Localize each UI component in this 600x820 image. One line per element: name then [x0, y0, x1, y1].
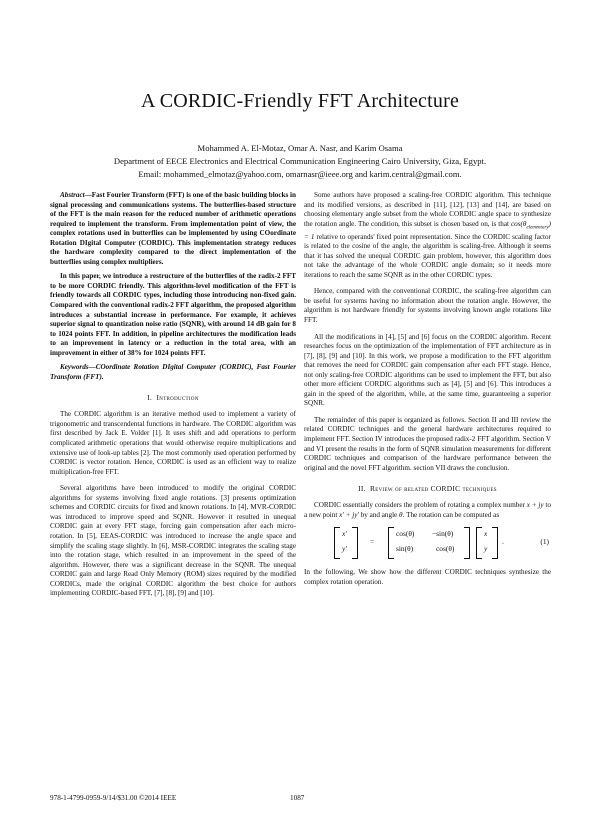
page-number: 1087	[290, 794, 305, 802]
p3-text-b: relative to operands' fixed point representation. Since the CORDIC scaling factor is related to the cosine of the angle, the algorithm is scaling-free. Although it seems that it has solved the unequal CORDIC gain problem, however, this algorithm does not take the advantage of the whole CORDIC angle domain; so it needs more iterations to reach the same SQNR as in the other CORDIC types.	[304, 232, 551, 279]
section-heading-review	[304, 484, 551, 493]
bracket-left	[476, 527, 482, 559]
equation-1	[304, 526, 551, 562]
section-heading-introduction	[50, 393, 296, 402]
bracket-left	[388, 527, 394, 559]
section-title: Introduction	[156, 393, 199, 403]
intro-paragraph-6: The remainder of this paper is organized as follows. Section II and III review the related CORDIC techniques and the general hardware architectures required to implement FFT. Section IV introduces the proposed radix-2 FFT algorithm. Section V and VI present the results in the form of SQNR simulation measurements for different CORDIC techniques and comparison of the hardware performance between the original and the novel FFT algorithm. section VII draws the conclusion.	[304, 415, 551, 472]
left-column	[50, 191, 296, 599]
keywords-lead: Keywords	[60, 363, 89, 372]
eq-lhs-top: x′	[342, 529, 347, 539]
review-math-3: θ	[399, 510, 403, 519]
eq-m11: cos(θ)	[396, 529, 415, 539]
eq-lhs-bot: y′	[342, 544, 347, 554]
author-list: Mohammed A. El-Motaz, Omar A. Nasr, and Karim Osama	[197, 143, 403, 153]
section-title: Review of related CORDIC techniques	[370, 484, 497, 494]
intro-paragraph-4: Hence, compared with the conventional CORDIC, the scaling-free algorithm can be useful for systems having no information about the rotation angle. However, the algorithm is not hardware friendly for systems involving known angle rotations like FFT.	[304, 287, 551, 324]
eq-m22: cos(θ)	[436, 544, 455, 554]
intro-paragraph-3	[304, 191, 551, 280]
p3-math-1: cos(θ	[510, 219, 527, 228]
equation-number: (1)	[540, 537, 549, 547]
p3-text-a: Some authors have proposed a scaling-free CORDIC algorithm. This technique and its modified versions, as described in [11], [12], [13] and [14], are based on choosing elementary angle subset from the whole CORDIC angle space to synthesize the rotation angle. The condition, this subset is chosen based on, is that	[304, 191, 551, 228]
review-paragraph-1	[304, 501, 551, 520]
eq-rhs-bot: y	[484, 544, 488, 554]
eq-period: .	[502, 537, 504, 547]
abstract-lead: Abstract	[60, 191, 85, 199]
intro-paragraph-5: All the modifications in [4], [5] and [6] focus on the CORDIC algorithm. Recent researches focus on the optimization of the implementation of FFT architecture as in [7], [8], [9] and [10]. In this work, we propose a modification to the FFT algorithm that removes the need for CORDIC gain compensation after each FFT stage. Hence, not only scaling-free CORDIC algorithms can be used to implement the FFT, but also other more efficient CORDIC algorithms such as [4], [5] and [6]. This introduces a gain in the speed of the algorithm, while, at the same time, guaranteeing a superior SQNR.	[304, 332, 551, 408]
keywords	[50, 363, 296, 382]
bracket-right	[464, 527, 470, 559]
copyright-footer: 978-1-4799-0959-9/14/$31.00 ©2014 IEEE	[50, 794, 177, 802]
abstract-text-1: —Fast Fourier Transform (FFT) is one of the basic building blocks in signal processing and communications systems. The butterflies-based structure of the FFT is the main reason for the reduced number of arithmetic operations required to implement the transform. From implementation point of view, the complex rotations used in butterflies can be implemented by using COordinate Rotation DIgital Computer (CORDIC). This implementation strategy reduces the hardware complexity compared to the direct implementation of the butterflies using complex multipliers.	[50, 191, 296, 266]
intro-paragraph-2: Several algorithms have been introduced to modify the original CORDIC algorithms for systems involving fixed angle rotations. [3] presents optimization schemes and CORDIC circuits for fixed and known rotations. In [4], MVR-CORDIC was introduced to improve speed and SQNR. However it resulted in unequal CORDIC gain at every FFT stage, forcing gain compensation after each micro-rotation. In [5], EEAS-CORDIC was introduced to increase the angle space and simplify the scaling stage slightly. In [6], MSR-CORDIC integrates the scaling stage into the rotation stage, which resulted in an improvement in the speed of the algorithm. However, there was a significant decrease in the SQNR. The unequal CORDIC gain and large Read Only Memory (ROM) sizes required by the modified CORDICs, made the original CORDIC algorithm the best choice for authors implementing CORDIC-based FFT, [7], [8], [9] and [10].	[50, 484, 296, 598]
paper-title: A CORDIC-Friendly FFT Architecture	[140, 90, 460, 112]
eq-rhs-top: x	[484, 529, 488, 539]
bracket-right	[492, 527, 498, 559]
right-column	[304, 191, 551, 587]
review-text-a: CORDIC essentially considers the problem of rotating a complex number	[314, 501, 527, 510]
abstract-paragraph-2: In this paper, we introduce a restructure of the butterflies of the radix-2 FFT to be more CORDIC friendly. This algorithm-level modification of the FFT is friendly towards all CORDIC types, including those introducing non-fixed gain. Compared with the conventional radix-2 FFT algorithm, the proposed algorithm introduces a substantial increase in performance. For example, it achieves superior signal to quantization noise ratio (SQNR), with around 14 dB gain for 8 to 1024 points FFT. In addition, in pipeline architectures the modification leads to an improvement in latency or a reduction in the total area, with an improvement in either of 38% for 1024 points FFT.	[50, 272, 296, 357]
review-text-c: by and angle	[358, 510, 400, 519]
review-paragraph-2: In the following, We show how the different CORDIC techniques synthesize the complex rotation operation.	[304, 568, 551, 586]
review-math-2: x′ + jy′	[339, 510, 359, 519]
bracket-right	[352, 527, 358, 559]
review-math-1: x + jy	[526, 501, 544, 510]
eq-equals: =	[370, 537, 375, 547]
p3-math-sub: elementary	[526, 225, 549, 231]
abstract-paragraph-1	[50, 191, 296, 267]
bracket-left	[334, 527, 340, 559]
email-line: Email: mohammed_elmotaz@yahoo.com, omarnasr@ieee.org and karim.central@gmail.com.	[138, 169, 462, 179]
eq-m12: −sin(θ)	[432, 529, 454, 539]
intro-paragraph-1: The CORDIC algorithm is an iterative method used to implement a variety of trigonometric and transcendental functions in hardware. The CORDIC algorithm was first described by Jack E. Volder [1]. It uses shift and add operations to perform complicated arithmetic operations that would otherwise require multiplications and extensive use of look-up tables [2]. The most commonly used operation performed by CORDIC is vector rotation. Hence, CORDIC is used as an efficient way to realize multiplication-free FFT.	[50, 410, 296, 476]
review-text-b: to a new point	[304, 501, 551, 519]
affiliation: Department of EECE Electronics and Electrical Communication Engineering Cairo University, Giza, Egypt.	[113, 156, 487, 166]
section-number: I.	[147, 393, 153, 403]
keywords-text: —COordinate Rotation DIgital Computer (CORDIC), Fast Fourier Transform (FFT).	[50, 363, 296, 381]
section-number: II.	[358, 484, 366, 494]
eq-m21: sin(θ)	[396, 544, 414, 554]
review-text-d: . The rotation can be computed as	[402, 510, 500, 519]
p3-math-2: ) = 1	[304, 219, 551, 241]
